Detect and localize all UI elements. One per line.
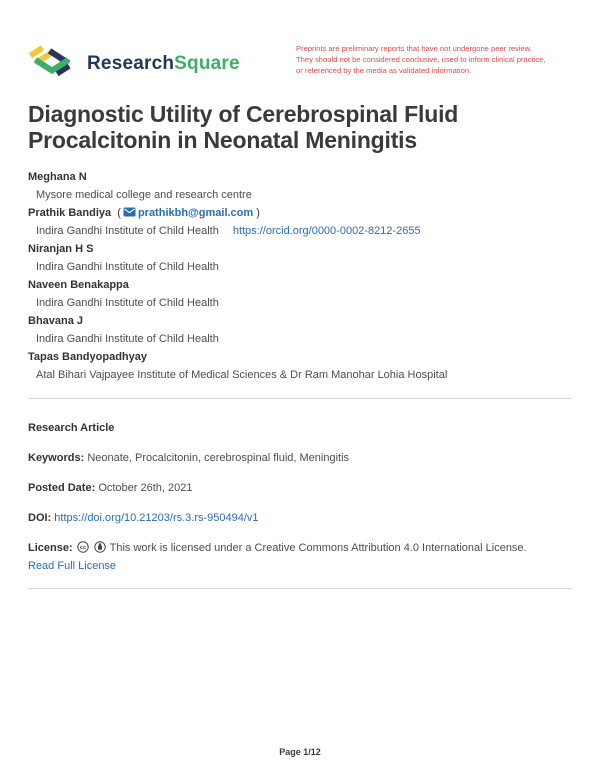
author-name: Meghana N [28,171,87,183]
author-name: Prathik Bandiya ( prathikbh@gmail.com ) [28,207,260,219]
author-block [28,240,572,276]
disclaimer-line-3: or referenced by the media as validated information. [296,66,472,75]
disclaimer-line-2: They should not be considered conclusive, used to inform clinical practice, [296,55,546,64]
divider-bottom [28,588,572,589]
author-block [28,312,572,348]
header [28,42,572,84]
posted-date-line [28,479,572,497]
author-affiliation: Indira Gandhi Institute of Child Health [36,261,219,273]
license-line [28,539,572,575]
wordmark-square: Square [174,53,240,74]
disclaimer-line-1: Preprints are preliminary reports that have not undergone peer review. [296,44,532,53]
author-block-corresponding [28,204,572,240]
orcid-link[interactable]: https://orcid.org/0000-0002-8212-2655 [232,225,421,237]
corresponding-author-name: Prathik Bandiya [28,207,112,219]
author-affiliation: Indira Gandhi Institute of Child Health https://orcid.org/0000-0002-8212-2655 [36,225,421,237]
article-metadata [28,419,572,575]
doi-label: DOI: [28,512,52,524]
author-name: Tapas Bandyopadhyay [28,351,147,363]
keywords-line [28,449,572,467]
keywords-value: Neonate, Procalcitonin, cerebrospinal fluid, Meningitis [87,452,350,464]
author-block [28,348,572,384]
author-affiliation: Indira Gandhi Institute of Child Health [36,333,219,345]
page-number: Page 1/12 [279,747,321,757]
posted-date-label: Posted Date: [28,482,96,494]
wordmark-research: Research [87,53,175,74]
article-type: Research Article [28,422,115,434]
license-label: License: [28,542,73,554]
author-name: Bhavana J [28,315,84,327]
read-full-license-link[interactable]: Read Full License [28,560,117,572]
author-name: Niranjan H S [28,243,94,255]
author-name: Naveen Benakappa [28,279,129,291]
keywords-label: Keywords: [28,452,85,464]
svg-text:cc: cc [79,545,86,552]
cc-by-attribution-icon [94,541,106,553]
cc-icon [77,541,89,553]
divider-top [28,398,572,399]
preprint-disclaimer [296,43,572,76]
posted-date-value: October 26th, 2021 [98,482,193,494]
author-affiliation: Mysore medical college and research centre [36,189,252,201]
doi-link[interactable]: https://doi.org/10.21203/rs.3.rs-950494/v1 [54,512,259,524]
author-affiliation: Indira Gandhi Institute of Child Health [36,297,219,309]
author-block [28,168,572,204]
email-envelope-icon [123,207,136,217]
research-square-wordmark [87,53,240,75]
research-square-logo-icon [28,44,78,84]
paper-title: Diagnostic Utility of Cerebrospinal Fluid Procalcitonin in Neonatal Meningitis [28,101,459,153]
license-text: This work is licensed under a Creative Commons Attribution 4.0 International License. [109,542,527,554]
research-square-logo [28,44,240,84]
author-affiliation: Atal Bihari Vajpayee Institute of Medical Sciences & Dr Ram Manohar Lohia Hospital [36,369,448,381]
author-block [28,276,572,312]
corresponding-author-email-link[interactable]: prathikbh@gmail.com [137,207,254,219]
author-list [28,168,572,384]
doi-line [28,509,572,527]
